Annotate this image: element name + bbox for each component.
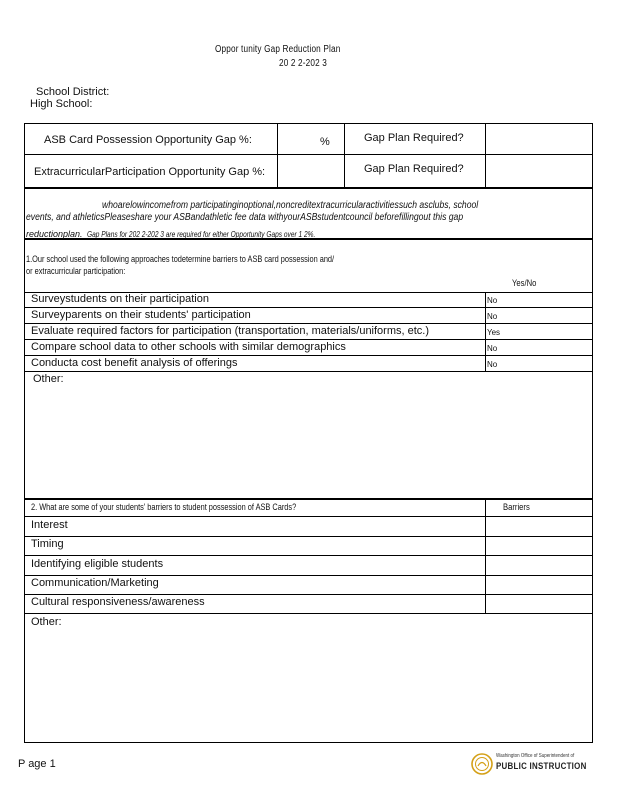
section-2-barriers-header: Barriers (503, 502, 530, 512)
section-2-row-value[interactable] (487, 557, 591, 574)
logo-small-text: Washington Office of Superintendent of (496, 753, 575, 759)
document-title: Oppor tunity Gap Reduction Plan (215, 44, 341, 55)
section-2-other-label: Other: (31, 616, 62, 628)
document-year: 20 2 2-202 3 (279, 58, 328, 69)
intro-line-3-italic: reductionplan. (26, 229, 83, 239)
section-2-row-value[interactable] (487, 518, 591, 535)
extra-gap-label: ExtracurricularParticipation Opportunity Gap %: (34, 166, 266, 178)
section-1-question-line-1: 1.Our school used the following approaches todetermine barriers to ASB card possession and/ (26, 254, 335, 264)
section-1-row-value[interactable]: No (487, 344, 498, 353)
section-2-row-label: Communication/Marketing (31, 577, 159, 589)
high-school-label: High School: (30, 98, 93, 110)
section-2-row-label: Cultural responsiveness/awareness (31, 596, 205, 608)
extra-gap-percent[interactable] (279, 156, 342, 186)
section-2-row-value[interactable] (487, 537, 591, 554)
section-1-row-value[interactable]: Yes (487, 328, 501, 337)
section-2-other-field[interactable] (26, 630, 591, 741)
section-1-row-label: Compare school data to other schools with similar demographics (31, 341, 346, 353)
asb-gap-percent[interactable]: % (320, 136, 330, 148)
section-1-row-value[interactable]: No (487, 312, 498, 321)
section-2-row-value[interactable] (487, 595, 591, 612)
asb-gap-plan-answer[interactable] (487, 125, 591, 152)
page-number: P age 1 (18, 758, 56, 770)
section-1-row-label: Surveystudents on their participation (31, 293, 209, 305)
section-2-row-label: Interest (31, 519, 68, 531)
extra-gap-plan-answer[interactable] (487, 156, 591, 186)
section-1-row-value[interactable]: No (487, 296, 498, 305)
ospi-seal-icon (471, 753, 493, 775)
intro-line-3-rest: Gap Plans for 202 2-202 3 are required for either Opportunity Gaps over 1 2%. (87, 230, 316, 239)
ospi-logo (471, 752, 596, 776)
section-2-row-value[interactable] (487, 576, 591, 593)
section-1-question-line-2: or extracurricular participation: (26, 266, 126, 276)
intro-line-2: events, and athleticsPleaseshare your ASBandathletic fee data withyourASBstudentcouncil beforefillingout this gap (26, 212, 464, 223)
extra-gap-plan-label: Gap Plan Required? (364, 163, 464, 175)
school-district-label: School District: (36, 86, 110, 98)
section-1-yesno-header: Yes/No (512, 278, 537, 288)
section-2-question: 2. What are some of your students' barriers to student possession of ASB Cards? (31, 502, 297, 512)
intro-line-1: whoarelowincomefrom participatinginoptional,noncreditextracurricularactivitiessuch asclubs, school (102, 200, 479, 211)
section-1-other-label: Other: (33, 373, 64, 385)
section-1-other-field[interactable] (26, 386, 591, 497)
asb-gap-label: ASB Card Possession Opportunity Gap %: (44, 134, 252, 146)
logo-main-text: PUBLIC INSTRUCTION (496, 761, 587, 771)
section-1-row-value[interactable]: No (487, 360, 498, 369)
asb-gap-plan-label: Gap Plan Required? (364, 132, 464, 144)
section-1-row-label: Surveyparents on their students' participation (31, 309, 251, 321)
section-1-row-label: Evaluate required factors for participation (transportation, materials/uniforms, etc.) (31, 325, 430, 337)
section-1-row-label: Conducta cost benefit analysis of offerings (31, 357, 238, 369)
section-2-row-label: Timing (31, 538, 64, 550)
section-2-row-label: Identifying eligible students (31, 558, 164, 570)
